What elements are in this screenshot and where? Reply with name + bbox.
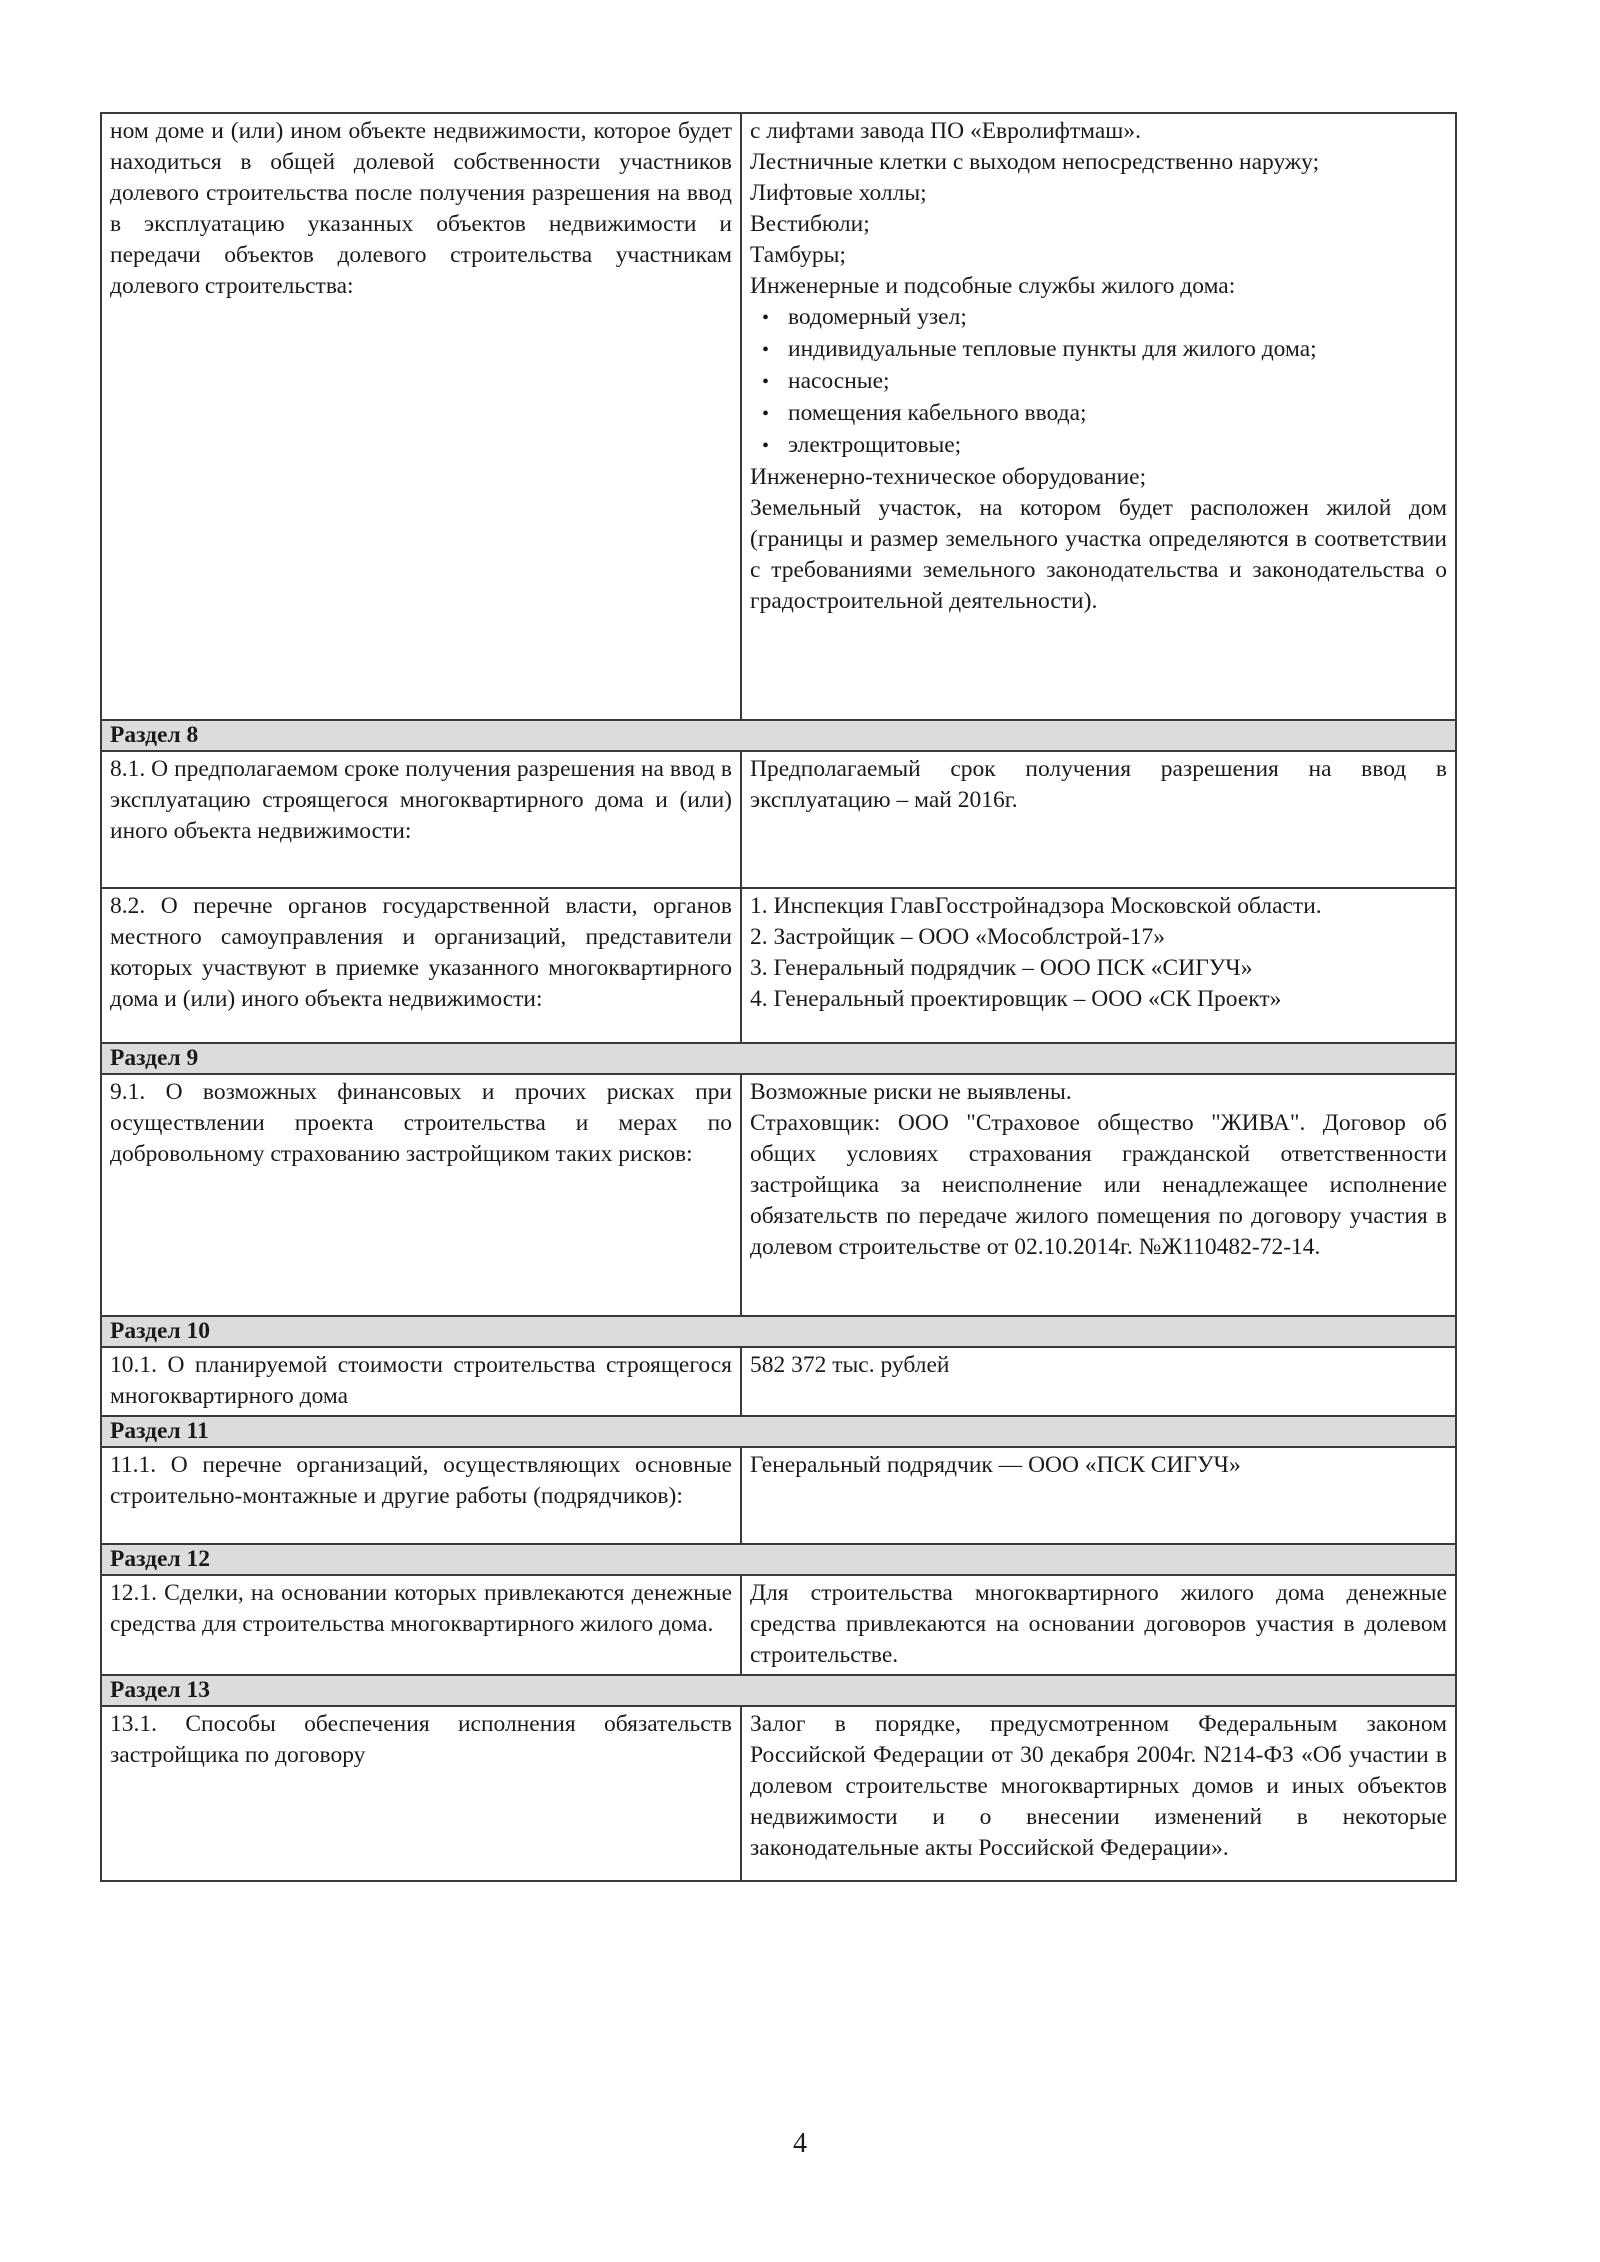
- equipment-line: Инженерно-техническое оборудование;: [750, 464, 1147, 490]
- answer-11-1: Генеральный подрядчик — ООО «ПСК СИГУЧ»: [741, 1447, 1456, 1544]
- question-12-1: 12.1. Сделки, на основании которых привлекаются денежные средства для строительства многоквартирного жилого дома.: [101, 1575, 741, 1675]
- list-item: • водомерный узел;: [750, 302, 1447, 334]
- answer-line: с лифтами завода ПО «Евролифтмаш».: [750, 118, 1141, 144]
- answer-10-1: 582 372 тыс. рублей: [741, 1347, 1456, 1416]
- section-title: Раздел 10: [101, 1316, 1456, 1347]
- question-10-1: 10.1. О планируемой стоимости строительства строящегося многоквартирного дома: [101, 1347, 741, 1416]
- disclosure-table: [100, 112, 1457, 1882]
- services-list: [750, 302, 1447, 462]
- question-8-1: 8.1. О предполагаемом сроке получения разрешения на ввод в эксплуатацию строящегося многоквартирного дома и (или) иного объекта недвижимости:: [101, 751, 741, 888]
- answer-9-1: [741, 1074, 1456, 1316]
- table-row: [101, 751, 1456, 888]
- answer-line: 4. Генеральный проектировщик – ООО «СК Проект»: [750, 986, 1282, 1012]
- list-item: • помещения кабельного ввода;: [750, 398, 1447, 430]
- answer-line: Лифтовые холлы;: [750, 180, 927, 206]
- answer-line: 3. Генеральный подрядчик – ООО ПСК «СИГУЧ»: [750, 955, 1253, 981]
- answer-line: Инженерные и подсобные службы жилого дома:: [750, 273, 1236, 299]
- answer-8-2: [741, 888, 1456, 1043]
- question-9-1: 9.1. О возможных финансовых и прочих рисках при осуществлении проекта строительства и мерах по добровольному страхованию застройщиком таких рисков:: [101, 1074, 741, 1316]
- land-line: Земельный участок, на котором будет расположен жилой дом (границы и размер земельного участка определяются в соответствии с требованиями земельного законодательства и законодательства о градостроительной деятельности).: [750, 495, 1447, 614]
- answer-line: Вестибюли;: [750, 211, 870, 237]
- section-header-12: [101, 1544, 1456, 1575]
- section-title: Раздел 12: [101, 1544, 1456, 1575]
- table-row: [101, 1447, 1456, 1544]
- table-row-common-property: [101, 113, 1456, 720]
- section-title: Раздел 8: [101, 720, 1456, 751]
- answer-8-1: Предполагаемый срок получения разрешения на ввод в эксплуатацию – май 2016г.: [741, 751, 1456, 888]
- section-header-9: [101, 1043, 1456, 1074]
- section-title: Раздел 9: [101, 1043, 1456, 1074]
- answer-line: Лестничные клетки с выходом непосредственно наружу;: [750, 149, 1320, 175]
- answer-13-1: Залог в порядке, предусмотренном Федеральным законом Российской Федерации от 30 декабря 2004г. N214-ФЗ «Об участии в долевом строительстве многоквартирных домов и иных объектов недвижимости и о внесении изменений в некоторые законодательные акты Российской Федерации».: [741, 1706, 1456, 1881]
- answer-line: Страховщик: ООО "Страховое общество "ЖИВА". Договор об общих условиях страхования гражданской ответственности застройщика за неисполнение или ненадлежащее исполнение обязательств по передаче жилого помещения по договору участия в долевом строительстве от 02.10.2014г. №Ж110482-72-14.: [750, 1110, 1447, 1260]
- section-header-8: [101, 720, 1456, 751]
- question-13-1: 13.1. Способы обеспечения исполнения обязательств застройщика по договору: [101, 1706, 741, 1881]
- table-row: [101, 1074, 1456, 1316]
- section-title: Раздел 13: [101, 1675, 1456, 1706]
- table-row: [101, 888, 1456, 1043]
- answer-line: Тамбуры;: [750, 242, 846, 268]
- question-8-2: 8.2. О перечне органов государственной власти, органов местного самоуправления и организаций, представители которых участвуют в приемке указанного многоквартирного дома и (или) иного объекта недвижимости:: [101, 888, 741, 1043]
- list-item: • электрощитовые;: [750, 430, 1447, 462]
- answer-12-1: Для строительства многоквартирного жилого дома денежные средства привлекаются на основании договоров участия в долевом строительстве.: [741, 1575, 1456, 1675]
- section-header-11: [101, 1416, 1456, 1447]
- table-row: [101, 1706, 1456, 1881]
- common-property-answer: [741, 113, 1456, 720]
- common-property-question: ном доме и (или) ином объекте недвижимости, которое будет находиться в общей долевой собственности участников долевого строительства после получения разрешения на ввод в эксплуатацию указанных объектов недвижимости и передачи объектов долевого строительства участникам долевого строительства:: [101, 113, 741, 720]
- answer-line: 2. Застройщик – ООО «Мособлстрой-17»: [750, 924, 1165, 950]
- list-item: • насосные;: [750, 366, 1447, 398]
- table-row: [101, 1575, 1456, 1675]
- list-item: • индивидуальные тепловые пункты для жилого дома;: [750, 334, 1447, 366]
- section-header-13: [101, 1675, 1456, 1706]
- answer-line: Возможные риски не выявлены.: [750, 1079, 1072, 1105]
- page-number: 4: [793, 2128, 807, 2159]
- question-11-1: 11.1. О перечне организаций, осуществляющих основные строительно-монтажные и другие работы (подрядчиков):: [101, 1447, 741, 1544]
- table-row: [101, 1347, 1456, 1416]
- section-header-10: [101, 1316, 1456, 1347]
- section-title: Раздел 11: [101, 1416, 1456, 1447]
- answer-line: 1. Инспекция ГлавГосстройнадзора Московской области.: [750, 893, 1322, 919]
